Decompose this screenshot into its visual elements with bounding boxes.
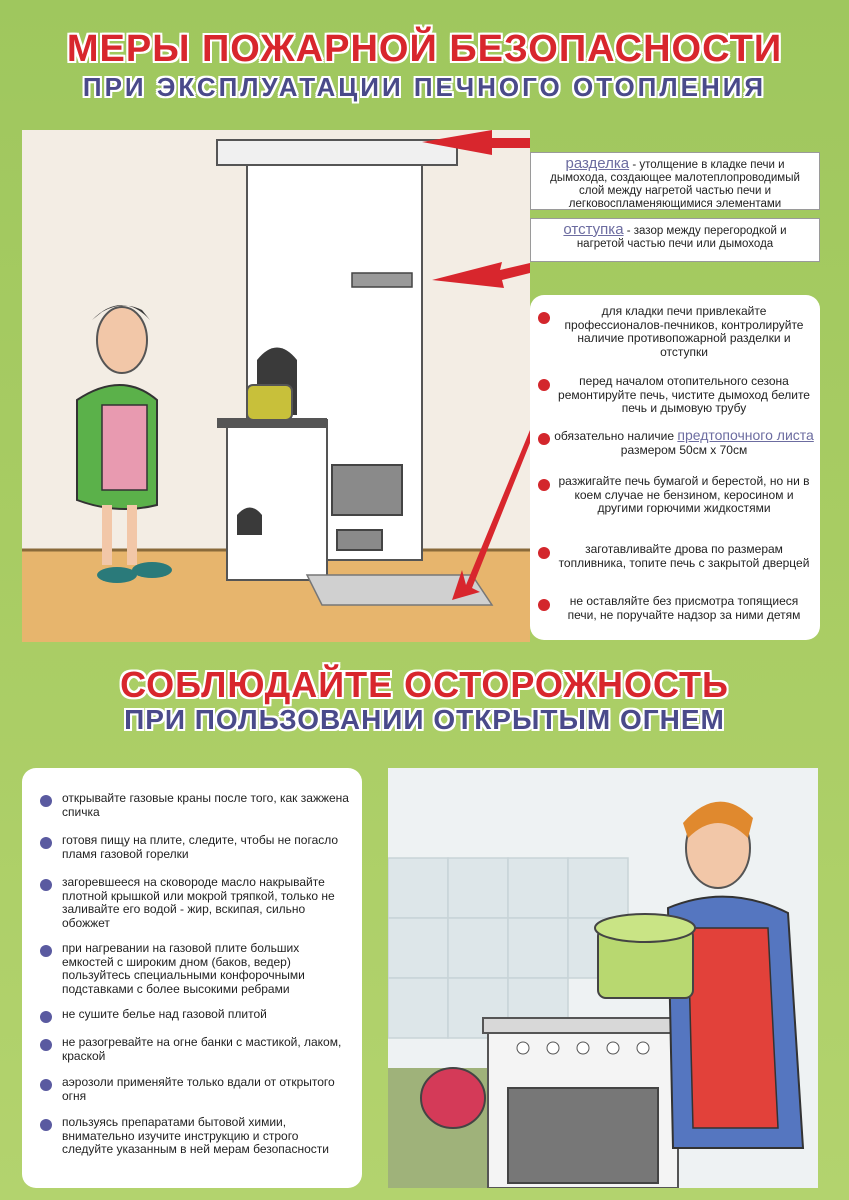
- list-item: [530, 595, 820, 637]
- list-item-highlight: предтопочного листа: [677, 427, 814, 443]
- fire-rules-list: [22, 768, 362, 1188]
- list-item-text: не разогревайте на огне банки с мастикой, лаком, краской: [62, 1035, 342, 1063]
- stove-illustration: [22, 130, 530, 642]
- bullet-icon: [40, 1039, 52, 1051]
- definition-term: разделка: [565, 155, 630, 172]
- header-subtitle-2: ПРИ ПОЛЬЗОВАНИИ ОТКРЫТЫМ ОГНЕМ: [124, 704, 725, 735]
- list-item: [530, 429, 820, 465]
- header-subtitle-1: ПРИ ЭКСПЛУАТАЦИИ ПЕЧНОГО ОТОПЛЕНИЯ: [82, 72, 767, 102]
- list-item-text: для кладки печи привлекайте профессионалов-печников, контролируйте наличие противопожарной разделки и отступки: [564, 304, 804, 359]
- list-item-text: пользуясь препаратами бытовой химии, внимательно изучите инструкцию и строго следуйте указанным в ней мерам безопасности: [62, 1115, 329, 1156]
- bullet-icon: [40, 1119, 52, 1131]
- list-item-text: загоревшееся на сковороде масло накрывайте плотной крышкой или мокрой тряпкой, только не заливайте его водой - жир, вскипая, сильно обожжет: [62, 875, 335, 930]
- stove-rules-list: [530, 295, 820, 640]
- list-item-text-part: обязательно наличие: [554, 429, 678, 443]
- list-item: [530, 305, 820, 361]
- list-item-text: перед началом отопительного сезона ремонтируйте печь, чистите дымоход белите печь и дымовую трубу: [558, 374, 810, 415]
- bullet-icon: [40, 1079, 52, 1091]
- header-title-1: МЕРЫ ПОЖАРНОЙ БЕЗОПАСНОСТИ: [66, 28, 783, 70]
- list-item: [530, 375, 820, 417]
- list-item-text: открывайте газовые краны после того, как зажжена спичка: [62, 791, 349, 819]
- list-item: [530, 543, 820, 585]
- definition-text: - утолщение в кладке печи и дымохода, создающее малотеплопроводимый слой между нагретой частью печи и легковоспламеняющимися элементами: [550, 159, 800, 210]
- definition-text: - зазор между перегородкой и нагретой частью печи или дымохода: [576, 225, 787, 250]
- definition-term: отступка: [563, 221, 624, 238]
- bullet-icon: [40, 1011, 52, 1023]
- list-item-text: [554, 429, 814, 457]
- bullet-icon: [40, 879, 52, 891]
- bullet-icon: [538, 379, 550, 391]
- bullet-icon: [538, 433, 550, 445]
- list-item: [530, 475, 820, 531]
- list-item-text: не оставляйте без присмотра топящиеся печи, не поручайте надзор за ними детям: [567, 594, 801, 622]
- list-item-text: аэрозоли применяйте только вдали от открытого огня: [62, 1075, 335, 1103]
- bullet-icon: [40, 837, 52, 849]
- kitchen-illustration-panel: [388, 768, 818, 1188]
- kitchen-illustration: [388, 768, 818, 1188]
- bullet-icon: [40, 945, 52, 957]
- bullet-icon: [538, 312, 550, 324]
- list-item-text-part: размером 50см х 70см: [620, 442, 748, 457]
- list-item-text: заготавливайте дрова по размерам топливника, топите печь с закрытой дверцей: [558, 542, 810, 570]
- bullet-icon: [538, 547, 550, 559]
- header-title-2: СОБЛЮДАЙТЕ ОСТОРОЖНОСТЬ: [120, 664, 729, 705]
- list-item-text: разжигайте печь бумагой и берестой, но ни в коем случае не бензином, керосином и другими горючими жидкостями: [558, 474, 810, 515]
- bullet-icon: [40, 795, 52, 807]
- stove-illustration-panel: [22, 130, 530, 642]
- list-item-text: готовя пищу на плите, следите, чтобы не погасло пламя газовой горелки: [62, 833, 339, 861]
- bullet-icon: [538, 599, 550, 611]
- list-item-text: при нагревании на газовой плите больших емкостей с широким дном (баков, ведер) пользуйтесь специальными конфорочными подставками с более высокими ребрами: [62, 941, 305, 996]
- bullet-icon: [538, 479, 550, 491]
- definition-razdelka: [530, 152, 820, 210]
- definition-otstupka: [530, 218, 820, 262]
- list-item-text: не сушите белье над газовой плитой: [62, 1007, 267, 1021]
